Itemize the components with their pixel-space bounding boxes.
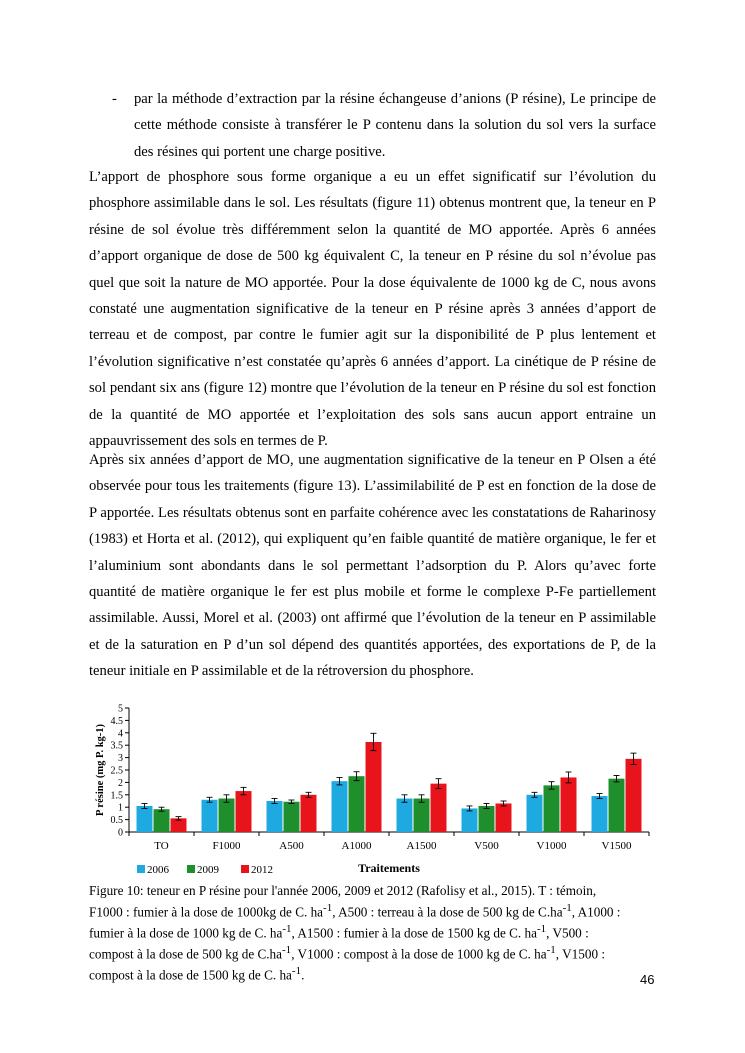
caption-a1500: , A1500 : fumier à la dose de 1500 kg de C. ha <box>291 924 537 940</box>
bullet-text: par la méthode d’extraction par la résine échangeuse d’anions (P résine), Le principe de cette méthode consiste à transférer le P contenu dans la solution du sol vers la surface des résines qui portent une charge positive. <box>134 91 656 160</box>
y-tick-label: 4 <box>118 728 123 740</box>
caption-a1000: , A1000 : <box>571 903 621 919</box>
x-tick-label: F1000 <box>212 840 241 852</box>
y-tick-label: 0 <box>118 827 123 839</box>
bar-2009-F1000 <box>219 799 235 832</box>
x-tick-label: V1000 <box>536 840 567 852</box>
bar-2009-A1000 <box>349 776 365 832</box>
bar-2009-TO <box>154 809 170 832</box>
bar-2009-V500 <box>479 806 495 832</box>
bullet-dash: - <box>112 91 117 107</box>
caption-compost-500: compost à la dose de 500 kg de C.ha <box>89 945 283 961</box>
y-tick-label: 4.5 <box>110 715 123 727</box>
bar-2006-A1500 <box>397 799 413 832</box>
superscript: -1 <box>291 964 302 977</box>
bar-2012-A500 <box>301 795 317 832</box>
x-tick-label: A1000 <box>341 840 372 852</box>
y-tick-label: 0.5 <box>110 815 123 827</box>
caption-compost-1500: compost à la dose de 1500 kg de C. ha <box>89 966 292 982</box>
legend-swatch-2006 <box>137 865 145 873</box>
caption-line-1: Figure 10: teneur en P résine pour l'année 2006, 2009 et 2012 (Rafolisy et al., 2015). T : témoin, <box>89 883 597 898</box>
y-tick-label: 1.5 <box>110 790 123 802</box>
bar-2012-V1000 <box>561 777 577 832</box>
bar-2012-F1000 <box>236 791 252 832</box>
y-tick-label: 3 <box>118 753 123 765</box>
bar-2012-A1000 <box>366 742 382 832</box>
y-axis-title: P résine (mg P. kg-1) <box>95 723 106 817</box>
legend-label-2006: 2006 <box>147 864 169 876</box>
legend-swatch-2009 <box>187 865 195 873</box>
caption-v1500: , V1500 : <box>555 945 605 961</box>
y-tick-label: 2 <box>118 777 123 789</box>
x-tick-label: TO <box>154 840 169 852</box>
bullet-item <box>112 86 656 165</box>
caption-v500: , V500 : <box>546 924 589 940</box>
superscript: -1 <box>323 901 333 914</box>
bar-2006-V1500 <box>592 796 608 832</box>
superscript: -1 <box>562 901 572 914</box>
caption-v1000: , V1000 : compost à la dose de 1000 kg de C. ha <box>291 945 547 961</box>
paragraph-1: L’apport de phosphore sous forme organique a eu un effet significatif sur l’évolution du phosphore assimilable dans le sol. Les résultats (figure 11) obtenus montrent que, la teneur en P résine de sol évolue très différemment selon la quantité de MO apportée. Après 6 années d’apport organique de dose de 500 kg équivalent C, la teneur en P résine du sol n’évolue pas quel que soit la nature de MO apportée. Pour la dose équivalente de 1000 kg de C, nous avons constaté une augmentation significative de la teneur en P résine après 3 années d’apport de terreau et de compost, par contre le fumier agit sur la disponibilité de P plus lentement et l’évolution significative n’est constatée qu’après 6 années d’apport. La cinétique de P résine de sol pendant six ans (figure 12) montre que l’évolution de la teneur en P résine du sol est fonction de la quantité de MO apportée et l’exploitation des sols sans aucun apport entraine un appauvrissement des sols en termes de P. <box>89 169 656 450</box>
superscript: -1 <box>282 943 292 956</box>
bar-2009-V1500 <box>609 779 625 832</box>
bar-2006-A500 <box>267 801 283 832</box>
bar-2006-TO <box>137 806 153 832</box>
superscript: -1 <box>282 922 292 935</box>
bar-2006-V1000 <box>527 795 543 832</box>
y-tick-label: 2.5 <box>110 765 123 777</box>
caption-fumier-1000: fumier à la dose de 1000 kg de C. ha <box>89 924 283 940</box>
bar-2006-A1000 <box>332 781 348 832</box>
figure-10-chart <box>89 684 655 880</box>
bar-2012-A1500 <box>431 784 447 832</box>
superscript: -1 <box>536 922 547 935</box>
x-tick-label: V500 <box>474 840 499 852</box>
bar-2012-V1500 <box>626 759 642 832</box>
y-tick-label: 5 <box>118 703 123 715</box>
x-axis-title: Traitements <box>358 861 420 875</box>
x-tick-label: A1500 <box>406 840 437 852</box>
x-tick-label: V1500 <box>601 840 632 852</box>
bar-2009-V1000 <box>544 785 560 832</box>
legend-label-2009: 2009 <box>197 864 219 876</box>
bar-2006-F1000 <box>202 800 218 832</box>
page-number: 46 <box>640 972 655 987</box>
y-tick-label: 1 <box>118 802 123 814</box>
x-tick-label: A500 <box>279 840 304 852</box>
caption-a500: , A500 : terreau à la dose de 500 kg de C.ha <box>332 903 563 919</box>
bar-2009-A1500 <box>414 799 430 832</box>
legend-swatch-2012 <box>241 865 249 873</box>
legend-label-2012: 2012 <box>251 864 273 876</box>
paragraph-2: Après six années d’apport de MO, une augmentation significative de la teneur en P Olsen a été observée pour tous les traitements (figure 13). L’assimilabilité de P est en fonction de la dose de P apportée. Les résultats obtenus sont en parfaite cohérence avec les constatations de Raharinosy (1983) et Horta et al. (2012), qui expliquent qu’en faible quantité de matière organique, le fer et l’aluminium sont abondants dans le sol permettant l’adsorption du P. Alors qu’avec forte quantité de matière organique le fer est plus mobile et forme le complexe P-Fe partiellement assimilable. Aussi, Morel et al. (2003) ont affirmé que l’évolution de la teneur en P assimilable et de la saturation en P d’un sol dépend des quantités apportées, des exportations de P, de la teneur initiale en P assimilable et de la rétroversion du phosphore. <box>89 452 656 680</box>
bar-2006-V500 <box>462 808 478 832</box>
bar-2012-V500 <box>496 803 512 832</box>
bar-2009-A500 <box>284 802 300 832</box>
superscript: -1 <box>546 943 556 956</box>
figure-caption <box>89 882 659 984</box>
caption-end: . <box>301 966 305 982</box>
caption-f1000: F1000 : fumier à la dose de 1000kg de C. ha <box>89 903 324 919</box>
y-tick-label: 3.5 <box>110 740 123 752</box>
